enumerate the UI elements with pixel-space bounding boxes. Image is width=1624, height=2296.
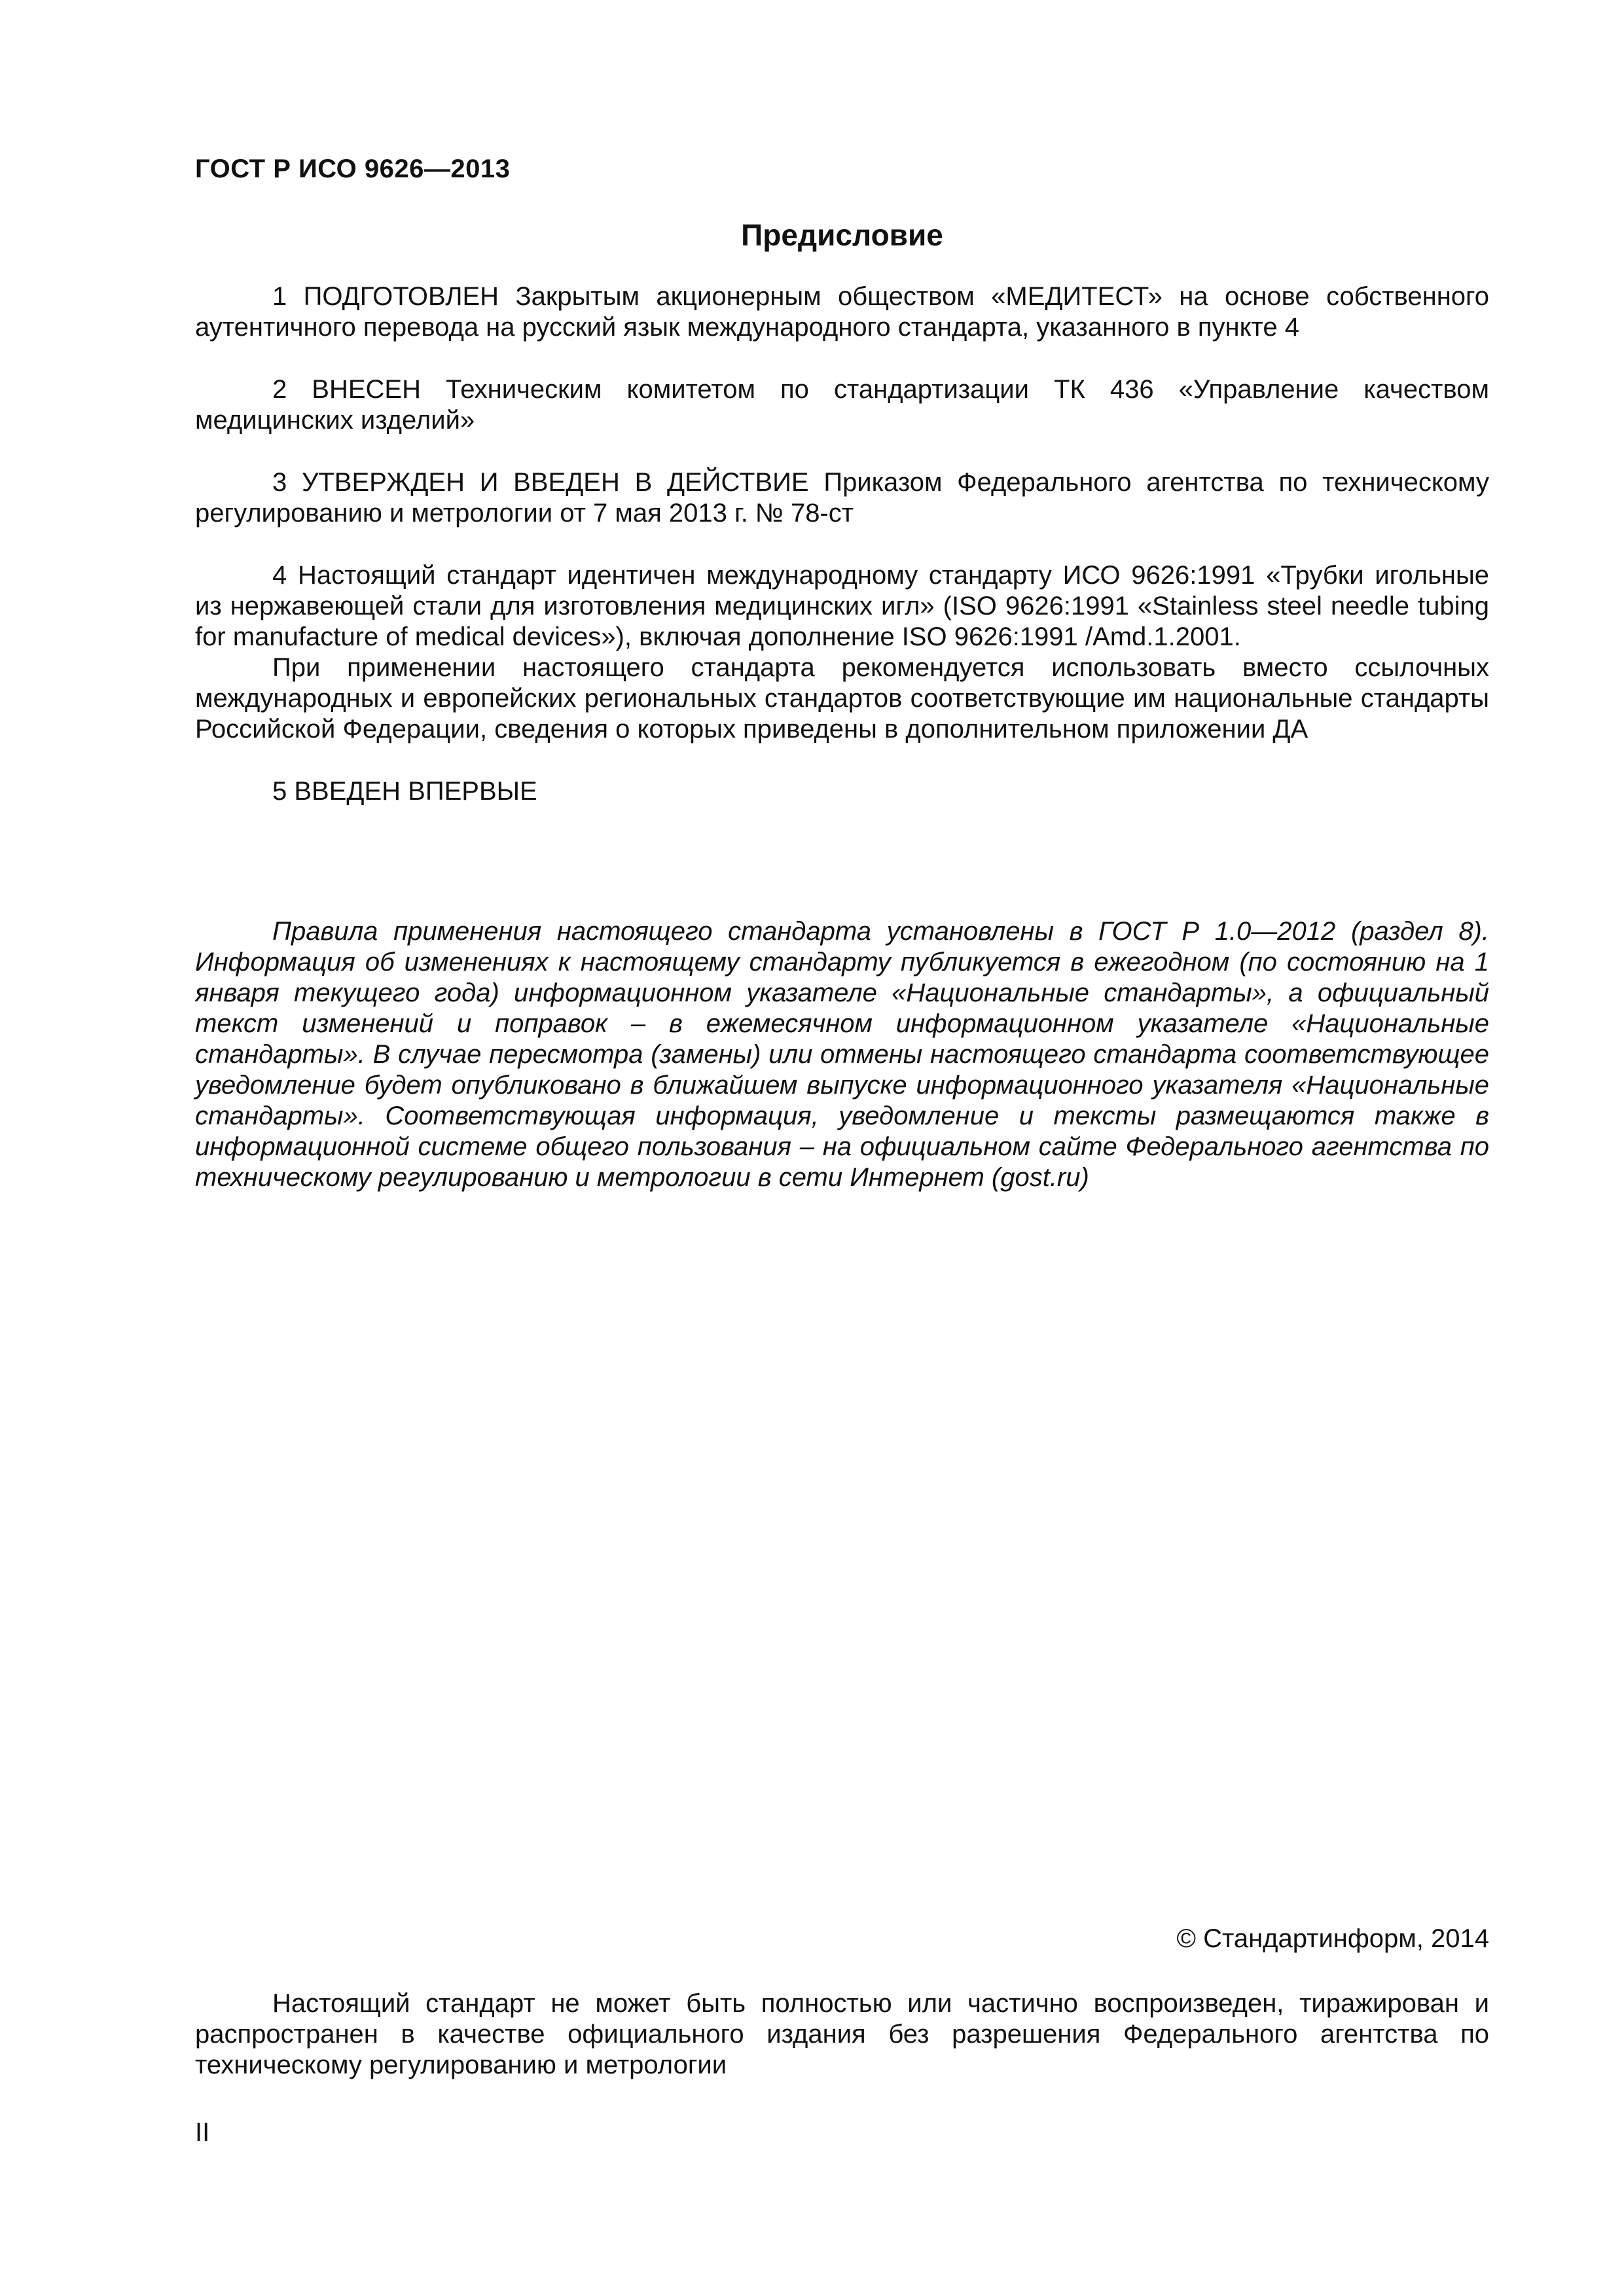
page-number: II bbox=[195, 2118, 210, 2147]
foreword-item-3: 3 УТВЕРЖДЕН И ВВЕДЕН В ДЕЙСТВИЕ Приказом Федерального агентства по техническому регулированию и метрологии от 7 мая 2013 г. № 78-ст bbox=[195, 468, 1489, 528]
foreword-item-4-note: При применении настоящего стандарта рекомендуется использовать вместо ссылочных международных и европейских региональных стандартов соответствующие им национальные стандарты Российской Федерации, сведения о которых приведены в дополнительном приложении ДА bbox=[195, 653, 1489, 744]
application-rules-notice bbox=[195, 916, 1489, 1193]
reproduction-notice-text: Настоящий стандарт не может быть полностью или частично воспроизведен, тиражирован и распространен в качестве официального издания без разрешения Федерального агентства по техническому регулированию и метрологии bbox=[195, 1989, 1489, 2079]
foreword-item-5: 5 ВВЕДЕН ВПЕРВЫЕ bbox=[272, 777, 537, 806]
foreword-body bbox=[195, 281, 1489, 807]
foreword-item-4: 4 Настоящий стандарт идентичен международному стандарту ИСО 9626:1991 «Трубки игольные из нержавеющей стали для изготовления медицинских игл» (ISO 9626:1991 «Stainless steel needle tubing for manufacture of medical devices»), включая дополнение ISO 9626:1991 /Amd.1.2001. bbox=[195, 561, 1489, 651]
application-rules-text: Правила применения настоящего стандарта установлены в ГОСТ Р 1.0—2012 (раздел 8). Информация об изменениях к настоящему стандарту публикуется в ежегодном (по состоянию на 1 января текущего года) информационном указателе «Национальные стандарты», а официальный текст изменений и поправок – в ежемесячном информационном указателе «Национальные стандарты». В случае пересмотра (замены) или отмены настоящего стандарта соответствующее уведомление будет опубликовано в ближайшем выпуске информационного указателя «Национальные стандарты». Соответствующая информация, уведомление и тексты размещаются также в информационной системе общего пользования – на официальном сайте Федерального агентства по техническому регулированию и метрологии в сети Интернет (gost.ru) bbox=[195, 917, 1489, 1192]
foreword-item-1: 1 ПОДГОТОВЛЕН Закрытым акционерным обществом «МЕДИТЕСТ» на основе собственного аутентичного перевода на русский язык международного стандарта, указанного в пункте 4 bbox=[195, 282, 1489, 342]
foreword-item-2: 2 ВНЕСЕН Техническим комитетом по стандартизации ТК 436 «Управление качеством медицинских изделий» bbox=[195, 375, 1489, 435]
document-code-header: ГОСТ Р ИСО 9626—2013 bbox=[195, 154, 511, 183]
reproduction-notice bbox=[195, 1988, 1489, 2081]
page-title: Предисловие bbox=[741, 218, 943, 252]
copyright-notice: © Стандартинформ, 2014 bbox=[1176, 1924, 1489, 1953]
